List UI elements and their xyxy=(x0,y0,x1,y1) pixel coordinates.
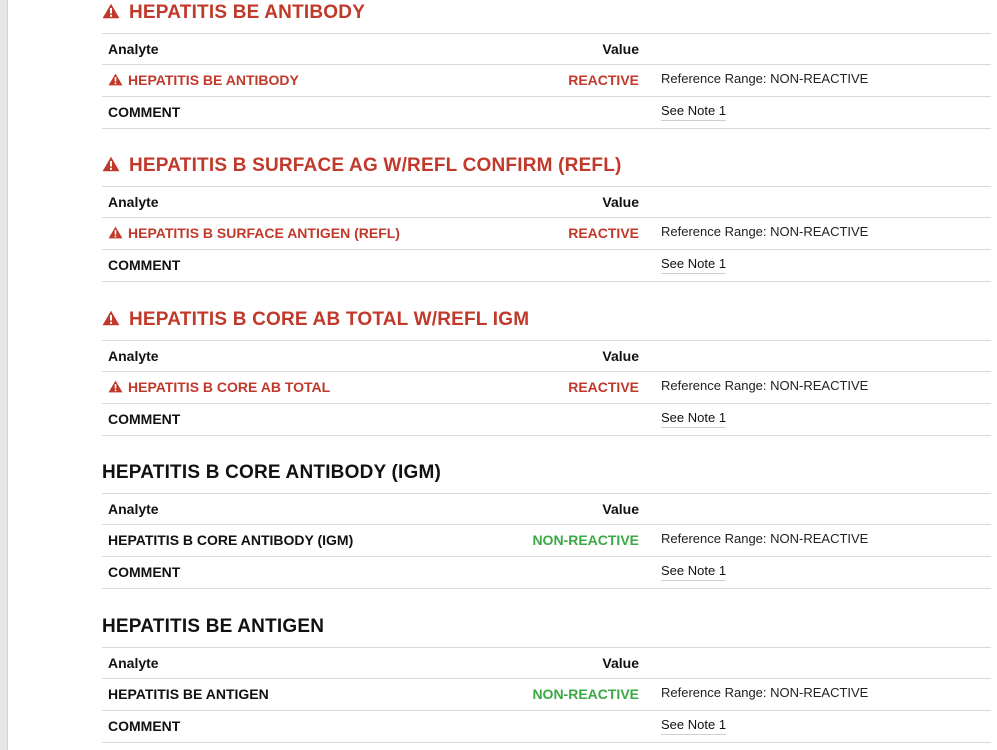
result-value: REACTIVE xyxy=(568,225,639,241)
see-note-link[interactable]: See Note 1 xyxy=(661,717,726,735)
analyte-column-header: Analyte xyxy=(108,348,159,364)
warning-triangle-icon xyxy=(108,226,123,239)
analyte-column-header: Analyte xyxy=(108,194,159,210)
value-column-header: Value xyxy=(602,501,639,517)
result-value: NON-REACTIVE xyxy=(532,532,639,548)
see-note-link[interactable]: See Note 1 xyxy=(661,103,726,121)
analyte-column-header: Analyte xyxy=(108,41,159,57)
table-header-row xyxy=(102,493,991,525)
warning-triangle-icon xyxy=(108,380,123,393)
comment-label: COMMENT xyxy=(108,411,181,427)
analyte-name xyxy=(108,72,299,88)
panel-title: HEPATITIS B CORE ANTIBODY (IGM) xyxy=(102,462,442,483)
comment-row xyxy=(102,249,991,282)
see-note-link[interactable]: See Note 1 xyxy=(661,256,726,274)
value-column-header: Value xyxy=(602,41,639,57)
result-value: NON-REACTIVE xyxy=(532,686,639,702)
comment-label: COMMENT xyxy=(108,718,181,734)
result-value: REACTIVE xyxy=(568,379,639,395)
comment-row xyxy=(102,556,991,589)
comment-label: COMMENT xyxy=(108,564,181,580)
table-row xyxy=(102,524,991,556)
analyte-name: HEPATITIS B CORE ANTIBODY (IGM) xyxy=(108,532,354,548)
warning-triangle-icon xyxy=(102,310,120,326)
table-header-row xyxy=(102,33,991,65)
value-column-header: Value xyxy=(602,194,639,210)
comment-label: COMMENT xyxy=(108,257,181,273)
table-row xyxy=(102,371,991,403)
table-header-row xyxy=(102,647,991,679)
analyte-name-text: HEPATITIS B SURFACE ANTIGEN (REFL) xyxy=(128,225,400,241)
comment-row xyxy=(102,710,991,743)
table-row xyxy=(102,64,991,96)
analyte-column-header: Analyte xyxy=(108,501,159,517)
reference-range: Reference Range: NON-REACTIVE xyxy=(661,224,869,239)
panel-title-text: HEPATITIS BE ANTIBODY xyxy=(129,2,366,23)
panel-title xyxy=(102,308,529,332)
left-scroll-rail xyxy=(0,0,8,750)
result-value: REACTIVE xyxy=(568,72,639,88)
value-column-header: Value xyxy=(602,348,639,364)
reference-range: Reference Range: NON-REACTIVE xyxy=(661,685,869,700)
warning-triangle-icon xyxy=(102,156,120,172)
reference-range: Reference Range: NON-REACTIVE xyxy=(661,531,869,546)
analyte-name-text: HEPATITIS B CORE AB TOTAL xyxy=(128,379,331,395)
comment-row xyxy=(102,403,991,436)
value-column-header: Value xyxy=(602,655,639,671)
panel-title-text: HEPATITIS B SURFACE AG W/REFL CONFIRM (REFL) xyxy=(129,155,622,176)
warning-triangle-icon xyxy=(102,3,120,19)
table-row xyxy=(102,217,991,249)
analyte-column-header: Analyte xyxy=(108,655,159,671)
see-note-link[interactable]: See Note 1 xyxy=(661,410,726,428)
table-header-row xyxy=(102,186,991,218)
analyte-name xyxy=(108,379,330,395)
analyte-name: HEPATITIS BE ANTIGEN xyxy=(108,686,269,702)
comment-row xyxy=(102,96,991,129)
analyte-name xyxy=(108,225,400,241)
panel-title xyxy=(102,154,622,178)
reference-range: Reference Range: NON-REACTIVE xyxy=(661,71,869,86)
warning-triangle-icon xyxy=(108,73,123,86)
comment-label: COMMENT xyxy=(108,104,181,120)
analyte-name-text: HEPATITIS BE ANTIBODY xyxy=(128,72,299,88)
reference-range: Reference Range: NON-REACTIVE xyxy=(661,378,869,393)
table-header-row xyxy=(102,340,991,372)
panel-title: HEPATITIS BE ANTIGEN xyxy=(102,616,325,637)
table-row xyxy=(102,678,991,710)
panel-title xyxy=(102,1,365,25)
panel-title-text: HEPATITIS B CORE AB TOTAL W/REFL IGM xyxy=(129,309,530,330)
see-note-link[interactable]: See Note 1 xyxy=(661,563,726,581)
